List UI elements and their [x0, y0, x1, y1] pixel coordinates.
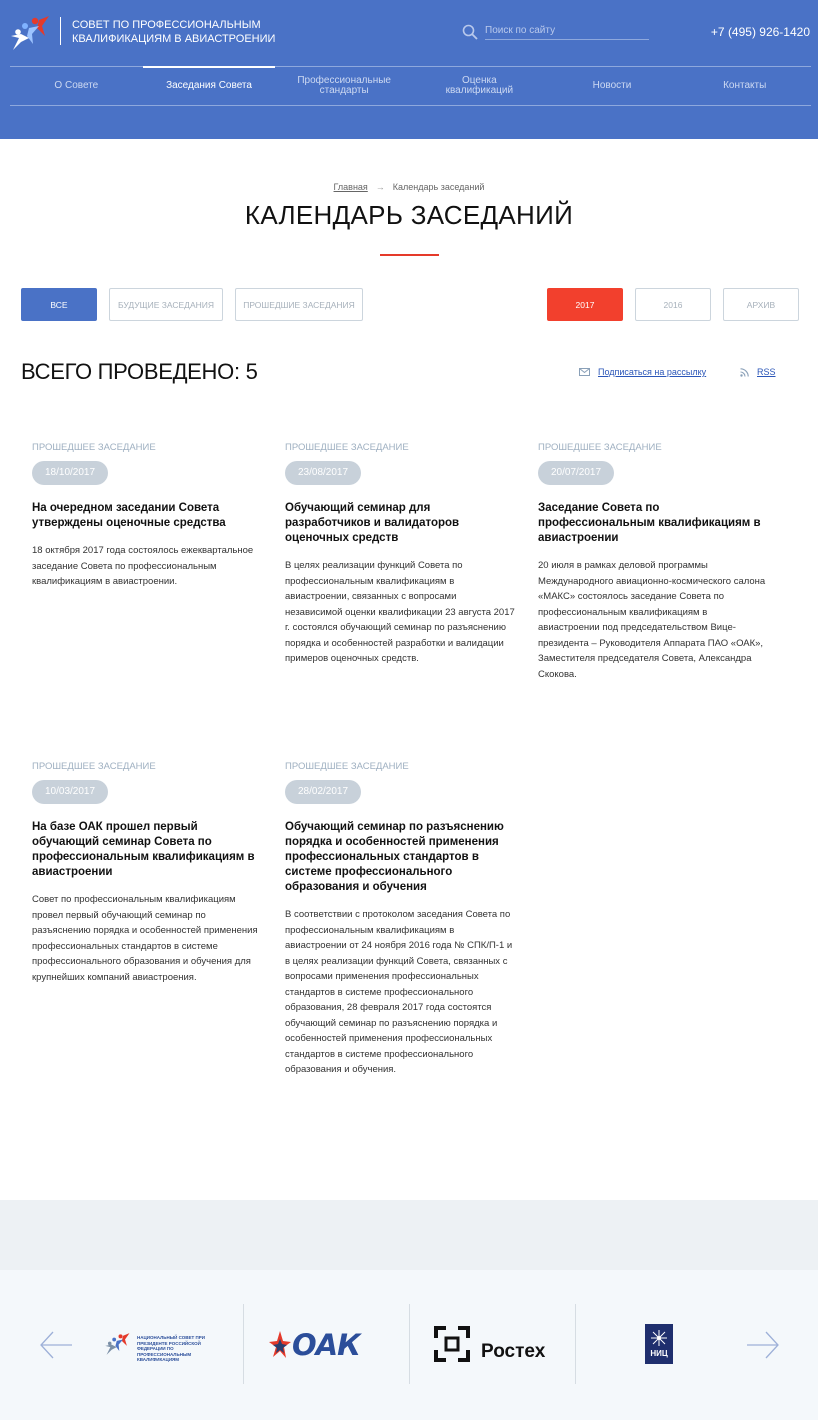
envelope-icon — [579, 368, 590, 376]
rostec-wordmark: Ростех — [481, 1341, 546, 1362]
partner-logo-national-council[interactable] — [104, 1330, 224, 1360]
event-tag: ПРОШЕДШЕЕ ЗАСЕДАНИЕ — [32, 761, 156, 772]
breadcrumb-home-link[interactable]: Главная — [333, 182, 368, 192]
national-council-name: НАЦИОНАЛЬНЫЙ СОВЕТ ПРИ ПРЕЗИДЕНТЕ РОССИЙСКОЙ ФЕДЕРАЦИИ ПО ПРОФЕССИОНАЛЬНЫМ КВАЛИФИКАЦИЯМ — [137, 1335, 205, 1362]
national-council-logo-icon — [104, 1330, 132, 1358]
event-title[interactable]: На очередном заседании Совета утверждены оценочные средства — [32, 502, 226, 529]
breadcrumb-current: Календарь заседаний — [392, 182, 485, 192]
carousel-next-arrow-icon[interactable] — [746, 1330, 780, 1360]
event-date-badge: 10/03/2017 — [32, 780, 108, 804]
oak-wordmark: ОАК — [292, 1328, 360, 1362]
event-date-badge: 18/10/2017 — [32, 461, 108, 485]
partner-divider — [243, 1304, 244, 1384]
event-date-badge: 23/08/2017 — [285, 461, 361, 485]
carousel-prev-arrow-icon[interactable] — [39, 1330, 73, 1360]
event-card — [285, 442, 515, 667]
event-description: 18 октября 2017 года состоялось ежеквартальное заседание Совета по профессиональным квалификациям в авиастроении. — [32, 545, 254, 587]
site-title[interactable]: СОВЕТ ПО ПРОФЕССИОНАЛЬНЫМ КВАЛИФИКАЦИЯМ В АВИАСТРОЕНИИ — [72, 19, 276, 45]
filter-archive-button[interactable]: АРХИВ — [723, 288, 799, 321]
event-date-badge: 28/02/2017 — [285, 780, 361, 804]
partner-logo-rostec[interactable] — [434, 1326, 554, 1364]
event-description: Совет по профессиональным квалификациям провел первый обучающий семинар по разъяснению порядка и особенностей применения профессиональных стандартов в системе профессионального образования и обучения для крупнейших компаний авиастроения. — [32, 894, 258, 983]
subscribe-link[interactable] — [579, 367, 706, 377]
event-description: 20 июля в рамках деловой программы Международного авиационно-космического салона «МАКС» состоялось заседание Совета по профессиональным квалификациям в авиастроении под председательством Вице-президента – Руководителя Аппарата ПАО «ОАК», Заместителя председателя Совета, Александра Скокова. — [538, 560, 766, 680]
oak-star-icon — [268, 1330, 292, 1360]
footer-band — [0, 1200, 818, 1270]
filter-future-button[interactable]: БУДУЩИЕ ЗАСЕДАНИЯ — [109, 288, 223, 321]
nic-star-icon — [645, 1327, 673, 1349]
page-title: КАЛЕНДАРЬ ЗАСЕДАНИЙ — [244, 200, 574, 230]
nav-item-meetings[interactable]: Заседания Совета — [143, 67, 276, 105]
event-tag: ПРОШЕДШЕЕ ЗАСЕДАНИЕ — [285, 761, 409, 772]
event-title[interactable]: Обучающий семинар для разработчиков и валидаторов оценочных средств — [285, 502, 460, 544]
nic-wordmark: НИЦ — [650, 1349, 668, 1358]
breadcrumb-arrow-icon: → — [375, 182, 385, 192]
phone-number[interactable]: +7 (495) 926-1420 — [710, 25, 810, 39]
title-underline — [380, 254, 439, 256]
event-title[interactable]: Заседание Совета по профессиональным квалификациям в авиастроении — [538, 502, 761, 544]
event-title[interactable]: На базе ОАК прошел первый обучающий семинар Совета по профессиональным квалификациям в авиастроении — [32, 821, 255, 878]
subscribe-label: Подписаться на рассылку — [598, 367, 707, 377]
event-description: В соответствии с протоколом заседания Совета по профессиональным квалификациям в авиастроении от 24 ноября 2016 года № СПК/П-1 и в целях реализации функций Совета, связанных с вопросами применения профессиональных стандартов в системе профессионального образования, 28 февраля 2017 года состоятся обучающий семинар по разъяснению порядка и особенностей применения профессиональных стандартов в системе профессионального образования и обучения. — [285, 909, 513, 1075]
partner-divider — [409, 1304, 410, 1384]
main-nav — [10, 66, 811, 106]
event-title[interactable]: Обучающий семинар по разъяснению порядка и особенностей применения профессиональных стандартов в системе профессионального образования и обучения — [285, 821, 504, 893]
event-date-badge: 20/07/2017 — [538, 461, 614, 485]
rostec-square-icon — [434, 1326, 470, 1362]
partner-divider — [575, 1304, 576, 1384]
nav-item-news[interactable]: Новости — [592, 80, 632, 91]
logo-divider — [60, 17, 61, 45]
event-card — [285, 761, 515, 1078]
nav-item-about[interactable]: О Совете — [54, 80, 99, 91]
rss-label: RSS — [757, 367, 776, 377]
logo-icon[interactable] — [9, 14, 53, 52]
event-card — [538, 442, 768, 682]
partner-logo-oak[interactable] — [268, 1328, 388, 1364]
event-tag: ПРОШЕДШЕЕ ЗАСЕДАНИЕ — [538, 442, 662, 453]
filter-year-2017-button[interactable]: 2017 — [547, 288, 623, 321]
partner-logo-nic[interactable] — [645, 1324, 673, 1364]
event-tag: ПРОШЕДШЕЕ ЗАСЕДАНИЕ — [285, 442, 409, 453]
event-card — [32, 442, 262, 590]
breadcrumb — [0, 182, 818, 192]
rss-link[interactable] — [740, 367, 776, 377]
search-input[interactable] — [485, 22, 649, 40]
nav-item-contacts[interactable]: Контакты — [723, 80, 767, 91]
nav-item-assessment[interactable]: Оценка квалификаций — [445, 75, 514, 96]
filter-all-button[interactable]: ВСЕ — [21, 288, 97, 321]
event-description: В целях реализации функций Совета по профессиональным квалификациям в авиастроении, связанных с вопросами независимой оценки квалификации 23 августа 2017 г. состоялся обучающий семинар по разъяснению порядка и особенностей разработки и валидации примеров оценочных средств. — [285, 560, 515, 664]
site-header — [0, 0, 818, 139]
total-count: ВСЕГО ПРОВЕДЕНО: 5 — [21, 359, 258, 384]
event-tag: ПРОШЕДШЕЕ ЗАСЕДАНИЕ — [32, 442, 156, 453]
filter-past-button[interactable]: ПРОШЕДШИЕ ЗАСЕДАНИЯ — [235, 288, 363, 321]
nav-item-standards[interactable]: Профессиональные стандарты — [297, 75, 391, 96]
rss-icon — [740, 368, 749, 377]
event-card — [32, 761, 262, 985]
search-icon[interactable] — [462, 24, 478, 40]
filter-year-2016-button[interactable]: 2016 — [635, 288, 711, 321]
